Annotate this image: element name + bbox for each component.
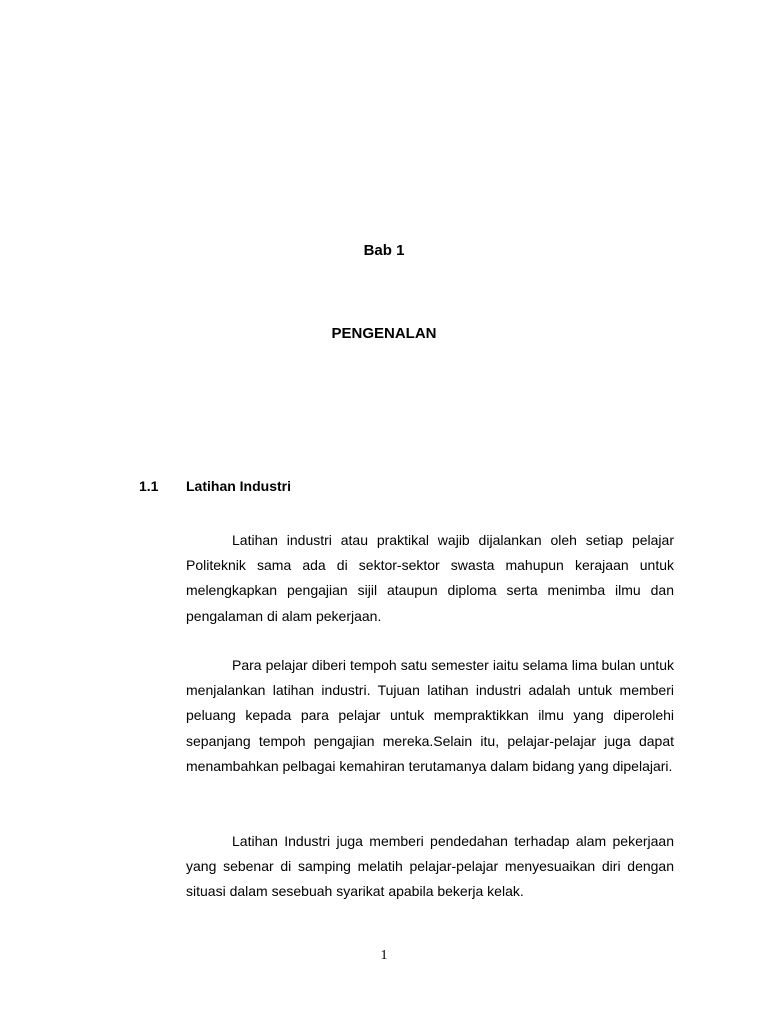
section-title: Latihan Industri: [186, 478, 291, 494]
chapter-number: Bab 1: [363, 242, 405, 259]
section-number: 1.1: [139, 478, 159, 494]
body-paragraph-2: Para pelajar diberi tempoh satu semester iaitu selama lima bulan untuk menjalankan latihan industri. Tujuan latihan industri adalah untuk memberi peluang kepada para pelajar untuk mempraktikkan ilmu yang diperolehi sepanjang tempoh pengajian mereka.Selain itu, pelajar-pelajar juga dapat menambahkan pelbagai kemahiran terutamanya dalam bidang yang dipelajari.: [186, 657, 674, 774]
body-paragraph-1: Latihan industri atau praktikal wajib dijalankan oleh setiap pelajar Politeknik sama ada di sektor-sektor swasta mahupun kerajaan untuk melengkapkan pengajian sijil ataupun diploma serta menimba ilmu dan pengalaman di alam pekerjaan.: [186, 532, 674, 624]
chapter-title: PENGENALAN: [331, 325, 437, 342]
section-heading: [139, 478, 291, 494]
page-number: 1: [380, 948, 388, 963]
body-paragraph-3: Latihan Industri juga memberi pendedahan terhadap alam pekerjaan yang sebenar di samping melatih pelajar-pelajar menyesuaikan diri dengan situasi dalam sesebuah syarikat apabila bekerja kelak.: [186, 833, 674, 900]
